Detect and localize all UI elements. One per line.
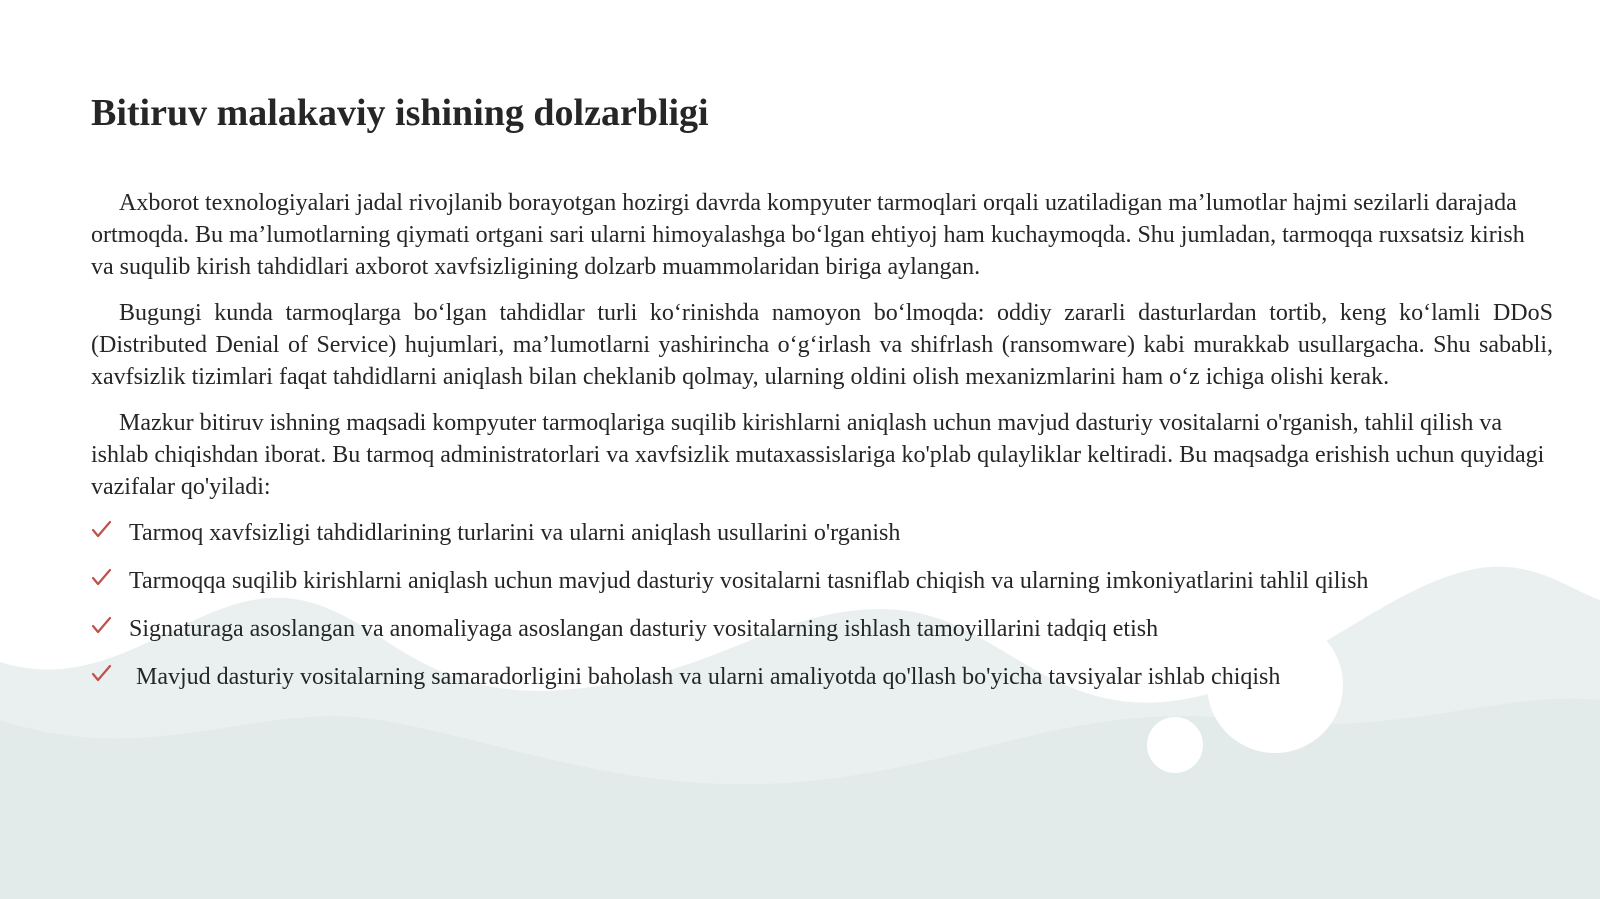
slide-title: Bitiruv malakaviy ishining dolzarbligi xyxy=(91,92,709,134)
slide-body xyxy=(91,187,1553,709)
checkmark-icon xyxy=(91,663,113,685)
list-item-text: Mavjud dasturiy vositalarning samaradorligini baholash va ularni amaliyotda qo'llash bo'yicha tavsiyalar ishlab chiqish xyxy=(136,664,1281,690)
list-item-text: Tarmoqqa suqilib kirishlarni aniqlash uchun mavjud dasturiy vositalarni tasniflab chiqish va ularning imkoniyatlarini tahlil qilish xyxy=(129,568,1369,594)
list-item xyxy=(91,613,1553,645)
checkmark-icon xyxy=(91,615,113,637)
list-item xyxy=(91,661,1553,693)
checkmark-icon xyxy=(91,567,113,589)
paragraph-goal: Mazkur bitiruv ishning maqsadi kompyuter tarmoqlariga suqilib kirishlarni aniqlash uchun mavjud dasturiy vositalarni o'rganish, tahlil qilish va ishlab chiqishdan iborat. Bu tarmoq administratorlari va xavfsizlik mutaxassislariga ko'plab qulayliklar keltiradi. Bu maqsadga erishish uchun quyidagi vazifalar qo'yiladi: xyxy=(91,410,1545,500)
list-item xyxy=(91,517,1553,549)
list-item-text: Tarmoq xavfsizligi tahdidlarining turlarini va ularni aniqlash usullarini o'rganish xyxy=(129,520,901,546)
list-item-text: Signaturaga asoslangan va anomaliyaga asoslangan dasturiy vositalarning ishlash tamoyillarini tadqiq etish xyxy=(129,616,1159,642)
list-item xyxy=(91,565,1553,597)
paragraph-intro: Axborot texnologiyalari jadal rivojlanib borayotgan hozirgi davrda kompyuter tarmoqlari orqali uzatiladigan ma’lumotlar hajmi sezilarli darajada ortmoqda. Bu ma’lumotlarning qiymati ortgani sari ularni himoyalashga bo‘lgan ehtiyoj ham kuchaymoqda. Shu jumladan, tarmoqqa ruxsatsiz kirish va suqulib kirish tahdidlari axborot xavfsizligining dolzarb muammolaridan biriga aylangan. xyxy=(91,190,1525,280)
task-list xyxy=(91,517,1553,693)
checkmark-icon xyxy=(91,519,113,541)
paragraph-threats: Bugungi kunda tarmoqlarga bo‘lgan tahdidlar turli ko‘rinishda namoyon bo‘lmoqda: oddiy zararli dasturlardan tortib, keng ko‘lamli DDoS (Distributed Denial of Service) hujumlari, ma’lumotlarni yashirincha o‘g‘irlash va shifrlash (ransomware) kabi murakkab usullargacha. Shu sababli, xavfsizlik tizimlari faqat tahdidlarni aniqlash bilan cheklanib qolmay, ularning oldini olish mexanizmlarini ham o‘z ichiga olishi kerak. xyxy=(91,300,1553,390)
